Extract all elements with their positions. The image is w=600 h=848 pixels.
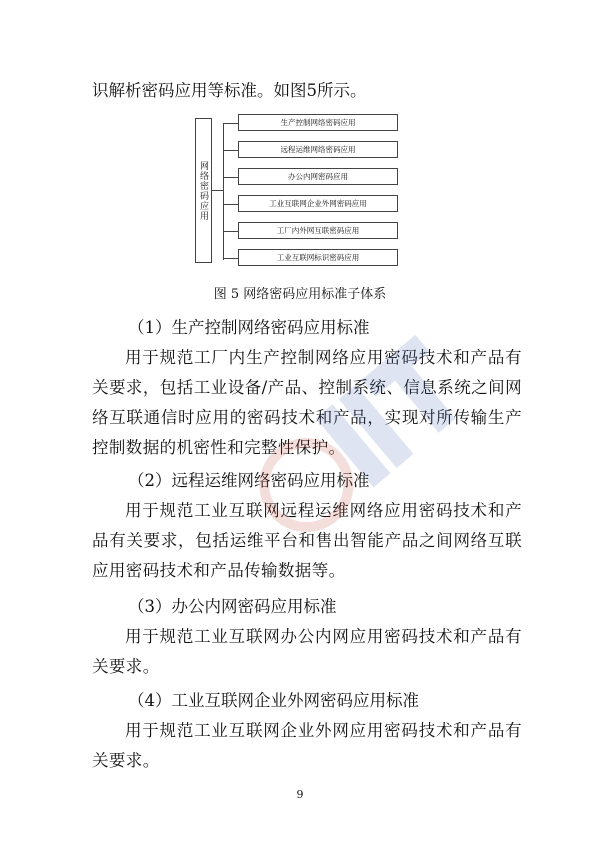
diagram-child-node: 生产控制网络密码应用 — [238, 114, 398, 131]
diagram-child-node: 工厂内外网互联密码应用 — [238, 222, 398, 239]
diagram-child-node: 远程运维网络密码应用 — [238, 141, 398, 158]
diagram-branch-line — [223, 231, 238, 232]
diagram-child-node: 工业互联网企业外网密码应用 — [238, 195, 398, 212]
diagram-child-node: 工业互联网标识密码应用 — [238, 249, 398, 266]
diagram-branch-line — [223, 150, 238, 151]
page-number: 9 — [296, 788, 304, 801]
figure-caption: 图 5 网络密码应用标准子体系 — [213, 287, 387, 302]
section-body-4: 用于规范工业互联网企业外网应用密码技术和产品有关要求。 — [92, 721, 522, 770]
diagram-root-node: 网络密码应用 — [195, 118, 212, 263]
diagram-branch-line — [223, 204, 238, 205]
section-heading-1: （1）生产控制网络密码应用标准 — [128, 318, 370, 337]
diagram-branch-line — [223, 177, 238, 178]
diagram-trunk-line — [223, 123, 224, 260]
section-body-3: 用于规范工业互联网办公内网应用密码技术和产品有关要求。 — [92, 627, 522, 676]
standards-tree-diagram — [195, 108, 405, 270]
section-heading-4: （4）工业互联网企业外网密码应用标准 — [128, 691, 419, 710]
section-body-2: 用于规范工业互联网远程运维网络应用密码技术和产品有关要求，包括运维平台和售出智能产品之间网络互联应用密码技术和产品传输数据等。 — [92, 501, 522, 580]
section-heading-2: （2）远程运维网络密码应用标准 — [128, 471, 370, 490]
diagram-child-node: 办公内网密码应用 — [238, 168, 398, 185]
section-body-1: 用于规范工厂内生产控制网络应用密码技术和产品有关要求，包括工业设备/产品、控制系统、信息系统之间网络互联通信时应用的密码技术和产品，实现对所传输生产控制数据的机密性和完整性保护。 — [92, 348, 522, 457]
section-heading-3: （3）办公内网密码应用标准 — [128, 597, 337, 616]
diagram-connector — [212, 190, 223, 191]
diagram-branch-line — [223, 123, 238, 124]
intro-line: 识解析密码应用等标准。如图5所示。 — [92, 81, 367, 100]
diagram-branch-line — [223, 258, 238, 259]
